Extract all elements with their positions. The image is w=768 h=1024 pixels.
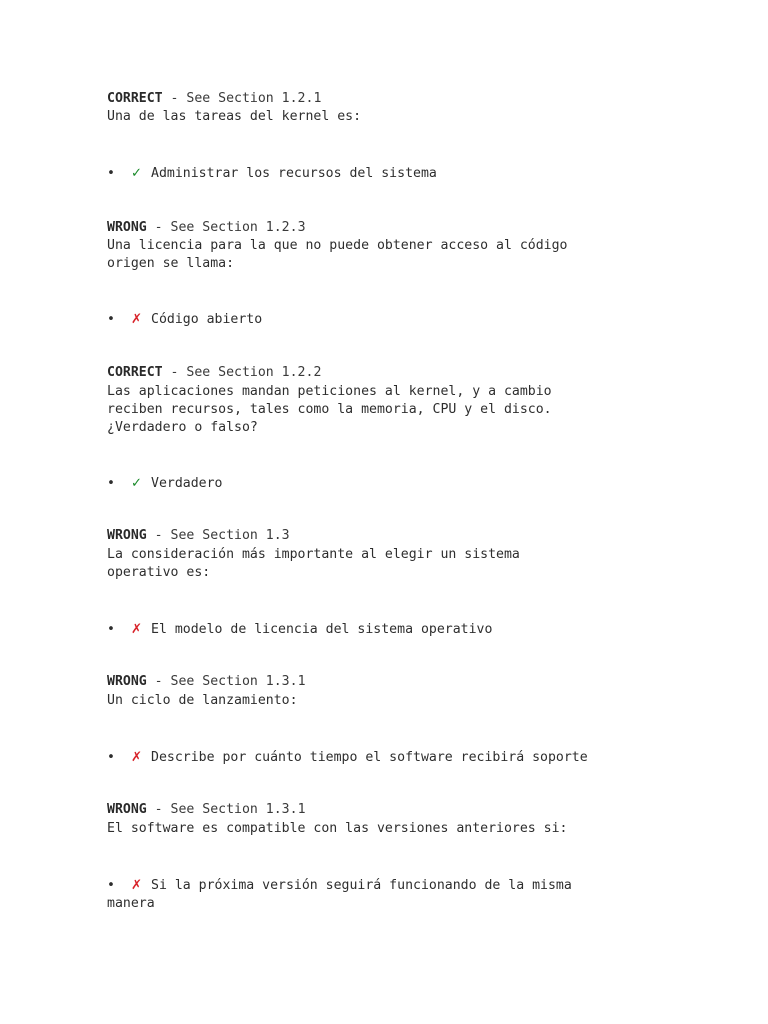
verdict-label: WRONG: [107, 674, 147, 689]
answer-text-continued: manera: [107, 896, 155, 911]
bullet: •: [107, 622, 115, 637]
answer-text: Administrar los recursos del sistema: [151, 166, 437, 181]
separator: -: [146, 802, 171, 817]
cross-icon: ✗: [131, 622, 143, 637]
section-reference: See Section 1.2.1: [186, 91, 322, 106]
question-4-header: [107, 527, 667, 545]
question-4-text: La consideración más importante al elegir un sistema operativo es:: [107, 547, 520, 580]
verdict-label: CORRECT: [107, 365, 163, 380]
section-reference: See Section 1.2.3: [170, 220, 306, 235]
question-2-text: Una licencia para la que no puede obtener acceso al código origen se llama:: [107, 238, 568, 271]
answer-text: Describe por cuánto tiempo el software recibirá soporte: [151, 750, 588, 765]
answer-text: Verdadero: [151, 476, 223, 491]
bullet: •: [107, 878, 115, 893]
checkmark-icon: ✓: [131, 166, 143, 181]
question-1-answer: [107, 165, 667, 183]
separator: -: [146, 674, 171, 689]
question-1-text: Una de las tareas del kernel es:: [107, 109, 362, 124]
question-5-answer: [107, 749, 667, 767]
question-2-header: [107, 219, 667, 237]
question-6-text: El software es compatible con las versiones anteriores si:: [107, 821, 568, 836]
answer-text: Código abierto: [151, 312, 263, 327]
verdict-label: CORRECT: [107, 91, 163, 106]
section-reference: See Section 1.3.1: [170, 674, 306, 689]
bullet: •: [107, 312, 115, 327]
verdict-label: WRONG: [107, 528, 147, 543]
question-2-answer: [107, 311, 667, 329]
answer-text: Si la próxima versión seguirá funcionando de la misma: [151, 878, 572, 893]
separator: -: [162, 91, 187, 106]
cross-icon: ✗: [131, 750, 143, 765]
bullet: •: [107, 476, 115, 491]
section-reference: See Section 1.3.1: [170, 802, 306, 817]
bullet: •: [107, 166, 115, 181]
section-reference: See Section 1.3: [170, 528, 290, 543]
question-1-header: [107, 90, 667, 108]
separator: -: [146, 220, 171, 235]
verdict-label: WRONG: [107, 802, 147, 817]
section-reference: See Section 1.2.2: [186, 365, 322, 380]
question-5-text: Un ciclo de lanzamiento:: [107, 693, 298, 708]
question-6-header: [107, 801, 667, 819]
question-4-answer: [107, 621, 667, 639]
verdict-label: WRONG: [107, 220, 147, 235]
bullet: •: [107, 750, 115, 765]
cross-icon: ✗: [131, 312, 143, 327]
question-5-header: [107, 673, 667, 691]
checkmark-icon: ✓: [131, 476, 143, 491]
question-3-answer: [107, 475, 667, 493]
question-6-answer: [107, 877, 667, 913]
cross-icon: ✗: [131, 878, 143, 893]
separator: -: [146, 528, 171, 543]
question-3-header: [107, 364, 667, 382]
separator: -: [162, 365, 187, 380]
answer-text: El modelo de licencia del sistema operativo: [151, 622, 493, 637]
question-3-text: Las aplicaciones mandan peticiones al kernel, y a cambio reciben recursos, tales como la memoria, CPU y el disco. ¿Verdadero o falso?: [107, 384, 552, 435]
